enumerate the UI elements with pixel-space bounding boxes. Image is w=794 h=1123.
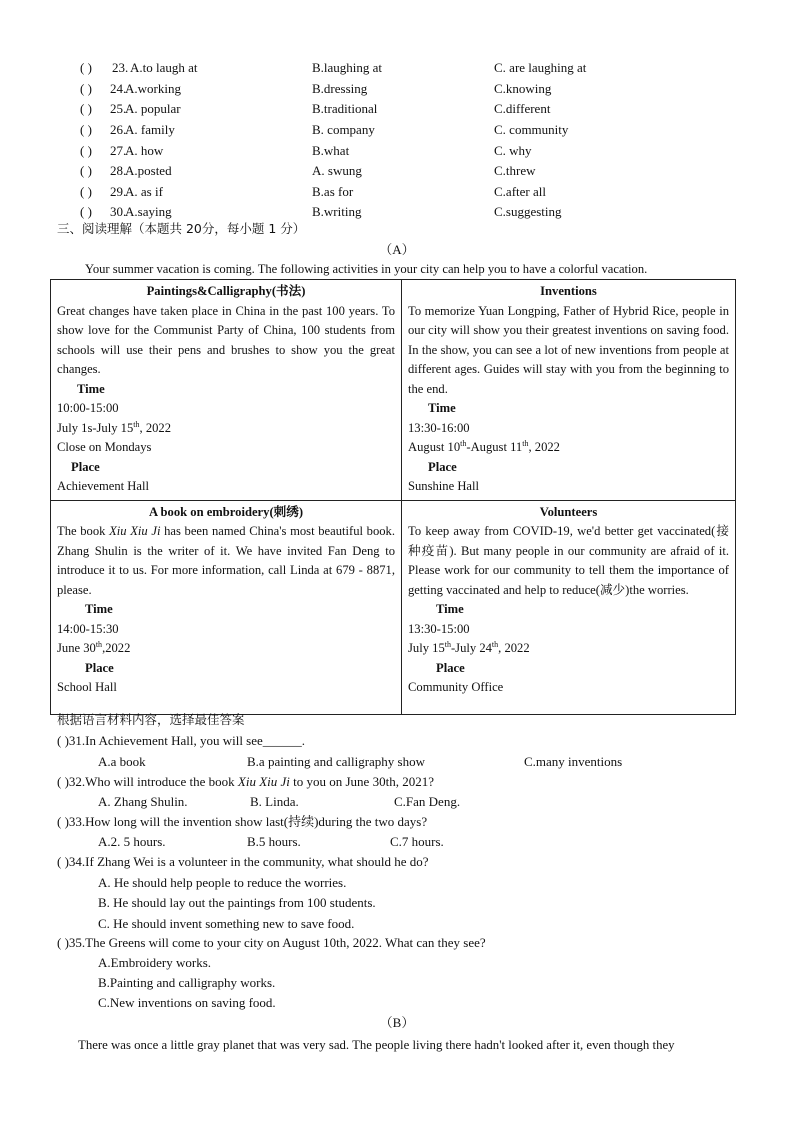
option-c[interactable]: C.Fan Deng.: [394, 794, 461, 809]
place-label: Place: [428, 459, 457, 474]
activity-description: To memorize Yuan Longping, Father of Hybrid Rice, people in our city will show you their greatest inventions on saving food. In the show, you can see a lot of new inventions from people at different ages. Guides will stay with you from the beginning to the end.: [408, 303, 729, 396]
activity-embroidery: [51, 500, 402, 714]
instruction: 根据语言材料内容，选择最佳答案: [57, 712, 245, 727]
answer-blank[interactable]: ( ): [80, 204, 92, 219]
option-c: C.suggesting: [494, 204, 562, 219]
option-a: A. family: [125, 122, 175, 137]
question-stem: ( )33.How long will the invention show last(持续)during the two days?: [57, 814, 428, 829]
place-label: Place: [71, 459, 100, 474]
option-a: A. popular: [125, 101, 181, 116]
option-a: A.saying: [125, 204, 172, 219]
activity-title: Paintings&Calligraphy(书法): [146, 284, 306, 298]
question-number: 26.: [110, 122, 127, 137]
option-b: B.dressing: [312, 81, 368, 96]
activity-title: Inventions: [540, 284, 597, 298]
time-label: Time: [436, 602, 464, 616]
time-label: Time: [428, 401, 456, 415]
answer-blank[interactable]: ( ): [80, 163, 92, 178]
question-stem: ( )32.Who will introduce the book Xiu Xiu Ji to you on June 30th, 2021?: [57, 774, 434, 789]
option-a[interactable]: A.Embroidery works.: [98, 955, 212, 970]
answer-blank[interactable]: ( ): [80, 81, 92, 96]
activity-title: Volunteers: [539, 504, 598, 519]
place-label: Place: [85, 660, 114, 675]
option-c: C.after all: [494, 184, 546, 199]
answer-blank[interactable]: ( ): [80, 60, 92, 75]
activity-place: School Hall: [57, 680, 117, 694]
activity-date: July 1s-July 15th, 2022: [57, 419, 171, 435]
question-stem: ( )34.If Zhang Wei is a volunteer in the community, what should he do?: [57, 854, 429, 869]
activity-date: August 10th-August 11th, 2022: [408, 438, 560, 454]
option-a: A.to laugh at: [130, 60, 198, 75]
book-title: Xiu Xiu Ji: [237, 774, 290, 789]
cloze-question: [80, 185, 720, 201]
time-label: Time: [85, 602, 113, 616]
question-number: 28.: [110, 163, 127, 178]
question-number: 30.: [110, 204, 127, 219]
answer-blank[interactable]: ( ): [80, 122, 92, 137]
question-number: 24.: [110, 81, 127, 96]
option-b[interactable]: B.a painting and calligraphy show: [247, 754, 425, 769]
place-label: Place: [436, 660, 465, 675]
option-c: C. why: [494, 143, 532, 158]
reading-intro: Your summer vacation is coming. The following activities in your city can help you to have a colorful vacation.: [85, 262, 648, 276]
activity-description: The book Xiu Xiu Ji has been named China's most beautiful book. Zhang Shulin is the writer of it. We have invited Fan Deng to introduce it to us. For more information, call Linda at 679 - 8871, please.: [57, 524, 395, 597]
option-b: B.writing: [312, 204, 362, 219]
activity-place: Sunshine Hall: [408, 479, 480, 493]
option-b: B.laughing at: [312, 60, 383, 75]
activity-place: Achievement Hall: [57, 479, 149, 493]
activity-paintings: [51, 280, 402, 501]
question-number: 25.: [110, 101, 127, 116]
option-c[interactable]: C. He should invent something new to save food.: [98, 916, 355, 931]
option-b[interactable]: B.Painting and calligraphy works.: [98, 975, 276, 990]
option-c: C.threw: [494, 163, 536, 178]
option-a[interactable]: A. Zhang Shulin.: [98, 794, 188, 809]
section-heading: 三、阅读理解（本题共 20分，每小题 1 分）: [57, 221, 306, 236]
answer-blank[interactable]: ( ): [80, 101, 92, 116]
activity-time: 13:30-16:00: [408, 420, 470, 435]
question-number: 27.: [110, 143, 127, 158]
option-a: A.posted: [125, 163, 172, 178]
option-a: A.working: [125, 81, 181, 96]
activity-title: A book on embroidery(刺绣): [148, 504, 304, 519]
table-row: [51, 280, 736, 501]
activity-time: 10:00-15:00: [57, 401, 119, 415]
cloze-question: [80, 82, 720, 98]
option-c: C.different: [494, 101, 551, 116]
activity-date: June 30th,2022: [57, 639, 131, 655]
activity-description: Great changes have taken place in China in the past 100 years. To show love for the Communist Party of China, 100 students from schools will use their pens and brushes to show you the great changes.: [57, 303, 395, 376]
option-b[interactable]: B.5 hours.: [247, 834, 301, 849]
activity-description: To keep away from COVID-19, we'd better get vaccinated(接种疫苗). But many people in our community are afraid of it. Please work for our community to tell them the importance of getting vaccinated and help to reduce(减少)the worries.: [408, 524, 729, 597]
question-stem: ( )31.In Achievement Hall, you will see______.: [57, 733, 306, 748]
option-c[interactable]: C.7 hours.: [390, 834, 444, 849]
option-c: C. are laughing at: [494, 60, 587, 75]
table-row: [51, 500, 736, 714]
option-c: C.knowing: [494, 81, 552, 96]
activity-place: Community Office: [408, 680, 504, 694]
option-a[interactable]: A.a book: [98, 754, 146, 769]
answer-blank[interactable]: ( ): [80, 143, 92, 158]
activities-table: [50, 279, 736, 715]
cloze-question: [80, 61, 720, 77]
option-a: A. how: [125, 143, 164, 158]
option-b: B. company: [312, 122, 375, 137]
activity-volunteers: [402, 500, 736, 714]
cloze-question: [80, 205, 720, 221]
option-b: B.as for: [312, 184, 354, 199]
option-c[interactable]: C.many inventions: [524, 754, 623, 769]
time-label: Time: [77, 381, 105, 396]
cloze-question: [80, 123, 720, 139]
option-b: A. swung: [312, 163, 362, 178]
activity-date: July 15th-July 24th, 2022: [408, 639, 530, 655]
cloze-question: [80, 164, 720, 180]
question-number: 23.: [112, 60, 129, 75]
answer-blank[interactable]: ( ): [80, 184, 92, 199]
option-c: C. community: [494, 122, 569, 137]
activity-time: 13:30-15:00: [408, 621, 470, 636]
option-b[interactable]: B. Linda.: [250, 794, 299, 809]
option-b[interactable]: B. He should lay out the paintings from 100 students.: [98, 895, 376, 910]
option-b: B.traditional: [312, 101, 378, 116]
option-c[interactable]: C.New inventions on saving food.: [98, 995, 276, 1010]
question-number: 29.: [110, 184, 127, 199]
activity-inventions: [402, 280, 736, 501]
cloze-question: [80, 144, 720, 160]
question-stem: ( )35.The Greens will come to your city on August 10th, 2022. What can they see?: [57, 935, 486, 950]
option-a: A. as if: [125, 184, 163, 199]
activity-closed-note: Close on Mondays: [57, 440, 152, 454]
book-title: Xiu Xiu Ji: [109, 524, 161, 538]
option-b: B.what: [312, 143, 350, 158]
option-a[interactable]: A. He should help people to reduce the worries.: [98, 875, 347, 890]
option-a[interactable]: A.2. 5 hours.: [98, 834, 166, 849]
cloze-question: [80, 102, 720, 118]
part-a-label: （A）: [379, 242, 415, 257]
part-b-label: （B）: [379, 1015, 415, 1030]
activity-time: 14:00-15:30: [57, 621, 119, 636]
part-b-passage: There was once a little gray planet that was very sad. The people living there hadn't looked after it, even though they: [78, 1038, 675, 1052]
